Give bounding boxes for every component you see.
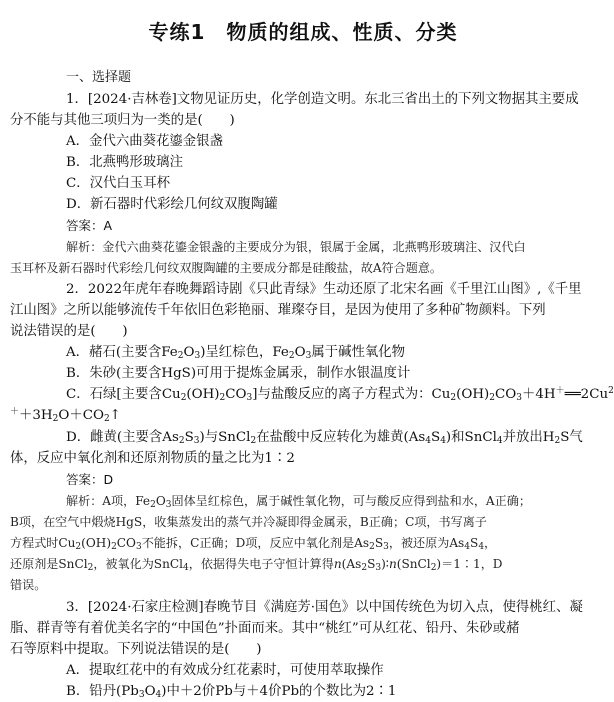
q1-option-d: D．新石器时代彩绘几何纹双腹陶罐 [66,197,278,212]
section-heading: 一、选择题 [66,70,132,85]
q3-stem-line-2: 脂、群青等有着优美名字的“中国色”扑面而来。其中“桃红”可从红花、铅丹、朱砂或赭 [10,621,520,636]
q2-stem-line-1: 2．2022年虎年春晚舞蹈诗剧《只此青绿》生动还原了北宋名画《千里江山图》,《千里 [66,282,582,297]
q2-analysis-line-2: B项，在空气中煅烧HgS，收集蒸发出的蒸气并冷凝即得金属汞，B正确；C项，书写离子 [10,515,487,529]
q2-analysis-line-5: 错误。 [10,578,47,592]
q3-option-a: A．提取红花中的有效成分红花素时，可使用萃取操作 [66,663,384,678]
q2-option-c-line-1: C．石绿[主要含$Cu_2(OH)_2CO_3$]与盐酸反应的离子方程式为：$Cu_2(OH)_2CO_3+4H^+══2Cu^2$ [66,386,614,403]
q1-stem-line-1: 1．[2024·吉林卷]文物见证历史，化学创造文明。东北三省出土的下列文物据其主要成 [66,92,579,107]
page-title: 专练1 物质的组成、性质、分类 [148,20,458,44]
q2-stem-line-3: 说法错误的是( ) [10,324,128,339]
q3-stem-line-3: 石等原料中提取。下列说法错误的是( ) [10,642,262,657]
q1-analysis-line-2: 玉耳杯及新石器时代彩绘几何纹双腹陶罐的主要成分都是硅酸盐，故A符合题意。 [10,261,443,275]
q1-stem-line-2: 分不能与其他三项归为一类的是( ) [10,113,235,128]
q3-option-b: B．铅丹$(Pb_3O_4)$中＋2价Pb与＋4价Pb的个数比为2∶1 [66,684,397,700]
q2-option-d-line-2: 体，反应中氧化剂和还原剂物质的量之比为1∶2 [10,451,295,466]
q1-option-a: A．金代六曲葵花鎏金银盏 [66,134,223,149]
q2-option-d-line-1: D．雌黄(主要含$As_2S_3$)与SnCl$_2$在盐酸中反应转化为雄黄$(As_4S_4)$和SnCl$_4$并放出$H_2S$气 [66,430,583,446]
q1-answer: 答案：A [66,218,113,233]
q2-option-c-line-2: $^++3H_2O+CO_2↑$ [10,407,121,424]
q2-stem-line-2: 江山图》之所以能够流传千年依旧色彩艳丽、璀璨夺目，是因为使用了多种矿物颜料。下列 [10,303,546,318]
q2-analysis-line-1: 解析：A项，$Fe_2O_3$固体呈红棕色，属于碱性氧化物，可与酸反应得到盐和水，A正确； [66,494,531,510]
q1-option-c: C．汉代白玉耳杯 [66,176,170,191]
q1-analysis-line-1: 解析：金代六曲葵花鎏金银盏的主要成分为银，银属于金属，北燕鸭形玻璃注、汉代白 [66,240,526,254]
q1-option-b: B．北燕鸭形玻璃注 [66,155,183,170]
q2-analysis-line-4: 还原剂是SnCl$_2$，被氧化为SnCl$_4$，依据得失电子守恒计算得$n(As_2S_3)∶n(SnCl_2)=1∶1$，D [10,557,503,573]
q2-answer: 答案：D [66,472,114,487]
q2-option-b: B．朱砂(主要含HgS)可用于提炼金属汞，制作水银温度计 [66,366,411,381]
q2-option-a: A．赭石(主要含$Fe_2O_3$)呈红棕色，$Fe_2O_3$属于碱性氧化物 [66,345,406,361]
q2-analysis-line-3: 方程式时$Cu_2(OH)_2CO_3$不能拆，C正确；D项，反应中氧化剂是$As_2S_3$，被还原为$As_4S_4$， [10,536,497,552]
q3-stem-line-1: 3．[2024·石家庄检测]春晚节目《满庭芳·国色》以中国传统色为切入点，使得桃红、凝 [66,600,583,615]
